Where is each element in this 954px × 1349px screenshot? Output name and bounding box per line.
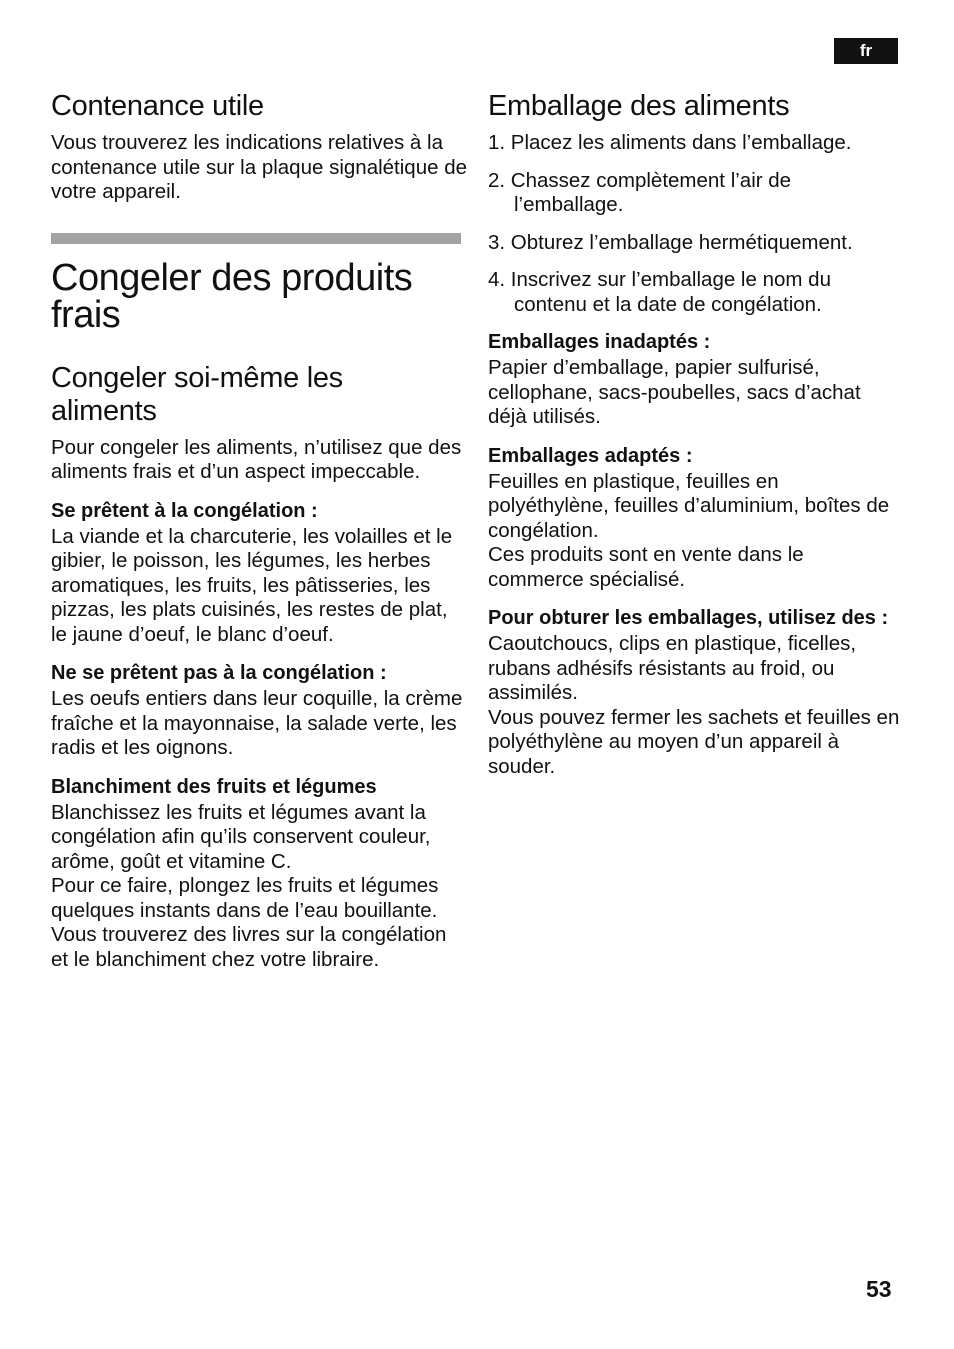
blanch-text-3: Vous trouverez des livres sur la congélation et le blanchiment chez votre libraire. — [51, 923, 447, 971]
sealing-text-1: Caoutchoucs, clips en plastique, ficelles, rubans adhésifs résistants au froid, ou assimilés. — [488, 632, 857, 704]
suitable-text: La viande et la charcuterie, les volailles et le gibier, le poisson, les légumes, les herbes aromatiques, les fruits, les pâtisseries, les pizzas, les plats cuisinés, les restes de plat, le jaune d’oeuf, le blanc d’oeuf. — [51, 524, 453, 646]
chapter-title-line2: frais — [51, 293, 121, 336]
right-column — [488, 90, 904, 793]
blanch-text-2: Pour ce faire, plongez les fruits et légumes quelques instants dans de l’eau bouillante. — [51, 874, 439, 922]
section-heading-line1: Congeler soi-même les — [51, 361, 343, 394]
section-heading-line2: aliments — [51, 394, 157, 427]
suitable-heading: Se prêtent à la congélation : — [51, 499, 318, 522]
left-column — [51, 90, 467, 986]
suitable-packaging-text-2: Ces produits sont en vente dans le commerce spécialisé. — [488, 543, 804, 591]
packaging-steps — [488, 131, 904, 317]
chapter-title — [51, 256, 467, 336]
suitable-packaging-heading: Emballages adaptés : — [488, 444, 693, 467]
step-item: 2. Chassez complètement l’air de l’emballage. — [488, 168, 792, 216]
contenance-heading: Contenance utile — [51, 90, 264, 122]
blanch-text-1: Blanchissez les fruits et légumes avant la congélation afin qu’ils conservent couleur, arôme, goût et vitamine C. — [51, 800, 431, 873]
language-badge: fr — [834, 38, 898, 64]
contenance-text: Vous trouverez les indications relatives à la contenance utile sur la plaque signalétique de votre appareil. — [51, 131, 467, 203]
step-item: 4. Inscrivez sur l’emballage le nom du contenu et la date de congélation. — [488, 268, 831, 316]
unsuitable-text: Les oeufs entiers dans leur coquille, la crème fraîche et la mayonnaise, la salade verte, les radis et les oignons. — [51, 687, 463, 759]
sealing-heading: Pour obturer les emballages, utilisez des : — [488, 607, 889, 629]
suitable-packaging-text-1: Feuilles en plastique, feuilles en polyéthylène, feuilles d’aluminium, boîtes de congélation. — [488, 469, 890, 542]
chapter-title-line1: Congeler des produits — [51, 256, 413, 299]
step-item: 1. Placez les aliments dans l’emballage. — [488, 131, 852, 154]
intro-text: Pour congeler les aliments, n’utilisez que des aliments frais et d’un aspect impeccable. — [51, 435, 462, 483]
packaging-heading: Emballage des aliments — [488, 90, 790, 122]
unsuitable-packaging-text: Papier d’emballage, papier sulfurisé, cellophane, sacs-poubelles, sacs d’achat déjà utilisés. — [488, 356, 861, 428]
blanch-heading: Blanchiment des fruits et légumes — [51, 775, 377, 798]
section-heading — [51, 362, 467, 428]
step-item: 3. Obturez l’emballage hermétiquement. — [488, 230, 853, 254]
unsuitable-packaging-heading: Emballages inadaptés : — [488, 331, 711, 353]
sealing-text-2: Vous pouvez fermer les sachets et feuilles en polyéthylène au moyen d’un appareil à souder. — [488, 705, 900, 778]
chapter-divider — [51, 233, 461, 244]
unsuitable-heading: Ne se prêtent pas à la congélation : — [51, 662, 387, 684]
page-number: 53 — [866, 1276, 892, 1302]
